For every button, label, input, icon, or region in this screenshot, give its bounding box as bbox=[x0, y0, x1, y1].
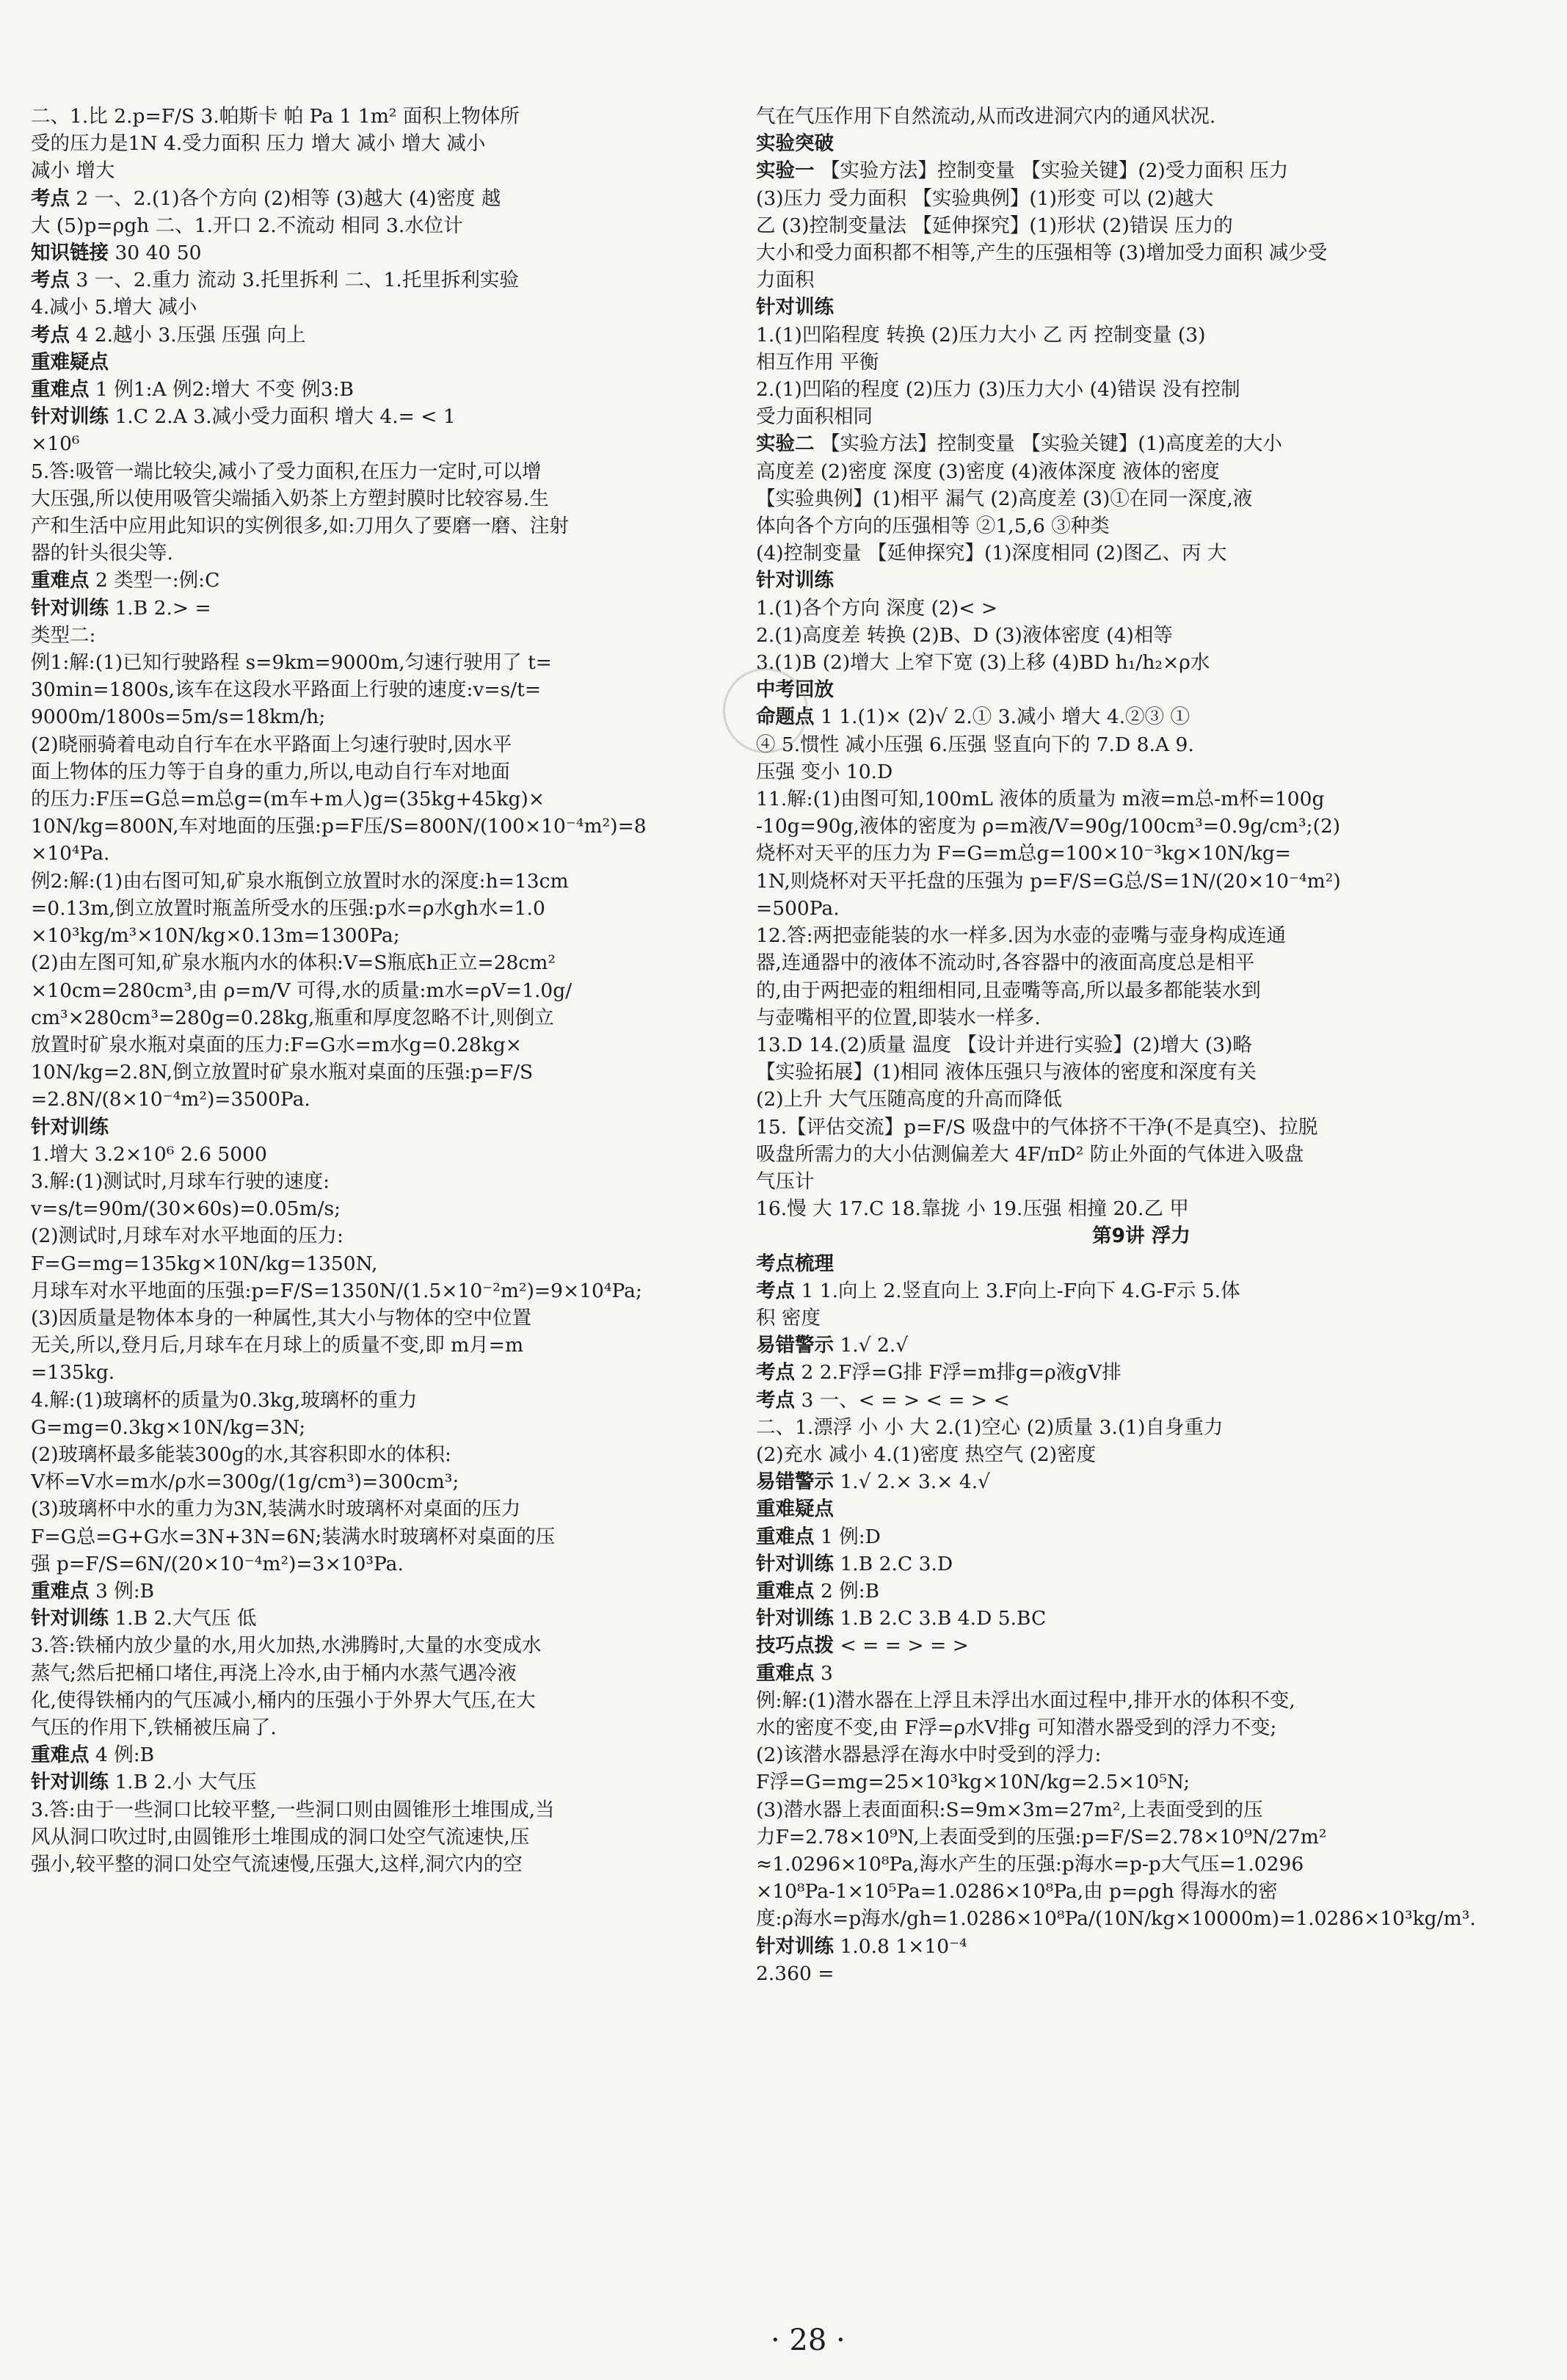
text-line bbox=[756, 1768, 1527, 1796]
line-text: 3.答:由于一些洞口比较平整,一些洞口则由圆锥形土堆围成,当 bbox=[31, 1798, 555, 1821]
line-text: 1.√ 2.√ bbox=[840, 1334, 909, 1357]
section-label: 考点 bbox=[756, 1388, 795, 1412]
text-line bbox=[756, 1441, 1527, 1468]
text-line bbox=[756, 1195, 1527, 1222]
text-line bbox=[31, 130, 757, 157]
line-text: 4.解:(1)玻璃杯的质量为0.3kg,玻璃杯的重力 bbox=[31, 1388, 418, 1412]
text-line bbox=[31, 1824, 757, 1851]
line-text: 压强 变小 10.D bbox=[756, 760, 893, 783]
text-line bbox=[31, 1741, 757, 1768]
text-line bbox=[31, 949, 757, 976]
text-line bbox=[756, 1523, 1527, 1550]
text-line bbox=[31, 1141, 757, 1168]
text-line bbox=[31, 540, 757, 567]
text-line bbox=[31, 1250, 757, 1277]
line-text: 12.答:两把壶能装的水一样多.因为水壶的壶嘴与壶身构成连通 bbox=[756, 924, 1286, 948]
text-line bbox=[756, 266, 1527, 294]
text-line bbox=[756, 813, 1527, 840]
text-line bbox=[756, 786, 1527, 813]
text-line bbox=[756, 703, 1527, 730]
line-text: 无关,所以,登月后,月球车在月球上的质量不变,即 m月=m bbox=[31, 1334, 524, 1357]
text-line bbox=[31, 649, 757, 676]
text-line bbox=[756, 1687, 1527, 1714]
text-line bbox=[756, 512, 1527, 540]
line-text: (2)由左图可知,矿泉水瓶内水的体积:V=S瓶底h正立=28cm² bbox=[31, 951, 556, 975]
section-label: 针对训练 bbox=[31, 596, 109, 620]
line-text: 11.解:(1)由图可知,100mL 液体的质量为 m液=m总-m杯=100g bbox=[756, 788, 1325, 811]
text-line bbox=[756, 1468, 1527, 1495]
line-text: 与壶嘴相平的位置,即装水一样多. bbox=[756, 1006, 1041, 1029]
line-text: (3)玻璃杯中水的重力为3N,装满水时玻璃杯对桌面的压力 bbox=[31, 1498, 521, 1521]
text-line bbox=[756, 185, 1527, 212]
line-text: (2)该潜水器悬浮在海水中时受到的浮力: bbox=[756, 1744, 1102, 1767]
text-line bbox=[31, 868, 757, 895]
line-text: 【实验方法】控制变量 【实验关键】(1)高度差的大小 bbox=[820, 432, 1282, 456]
text-line bbox=[31, 1004, 757, 1031]
text-line bbox=[756, 649, 1527, 676]
line-text: 大小和受力面积都不相等,产生的压强相等 (3)增加受力面积 减少受 bbox=[756, 242, 1328, 265]
line-text: 相互作用 平衡 bbox=[756, 350, 879, 374]
text-line bbox=[31, 622, 757, 649]
line-text: 2.360 = bbox=[756, 1962, 835, 1985]
line-text: 大压强,所以使用吸管尖端插入奶茶上方塑封膜时比较容易.生 bbox=[31, 487, 549, 510]
text-line bbox=[31, 1031, 757, 1059]
text-line bbox=[31, 1168, 757, 1195]
line-text: -10g=90g,液体的密度为 ρ=m液/V=90g/100cm³=0.9g/cm³;(2) bbox=[756, 815, 1341, 838]
text-line bbox=[31, 403, 757, 430]
section-label: 实验一 bbox=[756, 159, 815, 183]
text-line bbox=[756, 895, 1527, 922]
line-text: 4.减小 5.增大 减小 bbox=[31, 296, 197, 319]
line-text: 气在气压作用下自然流动,从而改进洞穴内的通风状况. bbox=[756, 105, 1216, 128]
text-line bbox=[756, 349, 1527, 376]
line-text: 强 p=F/S=6N/(20×10⁻⁴m²)=3×10³Pa. bbox=[31, 1552, 404, 1575]
line-text: 气压的作用下,铁桶被压扁了. bbox=[31, 1716, 277, 1739]
line-text: 16.慢 大 17.C 18.靠拢 小 19.压强 相撞 20.乙 甲 bbox=[756, 1197, 1189, 1221]
section-label: 针对训练 bbox=[756, 1607, 834, 1630]
line-text: 4 例:B bbox=[95, 1744, 155, 1767]
section-label: 重难点 bbox=[31, 569, 90, 592]
text-line bbox=[31, 1359, 757, 1386]
line-text: 吸盘所需力的大小估测偏差大 4F/πD² 防止外面的气体进入吸盘 bbox=[756, 1142, 1304, 1166]
text-line bbox=[756, 1796, 1527, 1824]
text-line bbox=[756, 1605, 1527, 1632]
text-line bbox=[756, 1141, 1527, 1168]
section-label: 技巧点拨 bbox=[756, 1634, 834, 1658]
line-text: (3)因质量是物体本身的一种属性,其大小与物体的空中位置 bbox=[31, 1306, 531, 1329]
section-label: 重难点 bbox=[31, 1579, 90, 1603]
section-label: 考点 bbox=[31, 186, 70, 210]
text-line bbox=[31, 458, 757, 485]
text-line bbox=[756, 1824, 1527, 1851]
line-text: 1 例1:A 例2:增大 不变 例3:B bbox=[95, 378, 354, 402]
text-line bbox=[756, 1004, 1527, 1031]
section-label: 命题点 bbox=[756, 705, 815, 729]
text-line bbox=[31, 922, 757, 949]
text-line bbox=[756, 1031, 1527, 1059]
line-text: F=G总=G+G水=3N+3N=6N;装满水时玻璃杯对桌面的压 bbox=[31, 1525, 556, 1548]
line-text: 乙 (3)控制变量法 【延伸探究】(1)形状 (2)错误 压力的 bbox=[756, 214, 1233, 237]
text-line bbox=[31, 1768, 757, 1796]
text-line bbox=[756, 1905, 1527, 1932]
text-line bbox=[31, 1086, 757, 1113]
text-line bbox=[756, 430, 1527, 457]
line-text: 30min=1800s,该车在这段水平路面上行驶的速度:v=s/t= bbox=[31, 678, 542, 702]
line-text: 【实验拓展】(1)相同 液体压强只与液体的密度和深度有关 bbox=[756, 1061, 1257, 1084]
text-line bbox=[756, 949, 1527, 976]
text-line bbox=[756, 595, 1527, 622]
line-text: =0.13m,倒立放置时瓶盖所受水的压强:p水=ρ水gh水=1.0 bbox=[31, 896, 545, 920]
line-text: (2)玻璃杯最多能装300g的水,其容积即水的体积: bbox=[31, 1443, 451, 1466]
text-line bbox=[31, 977, 757, 1004]
line-text: (3)压力 受力面积 【实验典例】(1)形变 可以 (2)越大 bbox=[756, 186, 1214, 210]
text-line bbox=[756, 1277, 1527, 1305]
text-line bbox=[31, 1796, 757, 1824]
text-line bbox=[31, 1059, 757, 1086]
line-text: 月球车对水平地面的压强:p=F/S=1350N/(1.5×10⁻²m²)=9×10⁴Pa; bbox=[31, 1279, 642, 1302]
text-line bbox=[756, 458, 1527, 485]
text-line bbox=[756, 1550, 1527, 1578]
text-line bbox=[756, 731, 1527, 758]
text-line bbox=[756, 758, 1527, 786]
text-line bbox=[31, 1578, 757, 1605]
line-text: 3 bbox=[820, 1661, 833, 1685]
section-label: 易错警示 bbox=[756, 1334, 834, 1357]
text-line bbox=[756, 239, 1527, 266]
section-label: 中考回放 bbox=[756, 678, 834, 702]
section-label: 实验二 bbox=[756, 432, 815, 456]
line-text: (2)上升 大气压随高度的升高而降低 bbox=[756, 1088, 1062, 1111]
line-text: 1.(1)凹陷程度 转换 (2)压力大小 乙 丙 控制变量 (3) bbox=[756, 323, 1206, 347]
text-line bbox=[31, 1332, 757, 1359]
section-label: 考点 bbox=[31, 323, 70, 347]
line-text: 10N/kg=800N,车对地面的压强:p=F压/S=800N/(100×10⁻⁴m²)=8 bbox=[31, 815, 647, 838]
line-text: 3 例:B bbox=[95, 1579, 155, 1603]
line-text: 例:解:(1)潜水器在上浮且未浮出水面过程中,排开水的体积不变, bbox=[756, 1688, 1295, 1712]
line-text: 1.增大 3.2×10⁶ 2.6 5000 bbox=[31, 1142, 267, 1166]
text-line bbox=[756, 1714, 1527, 1741]
line-text: =135kg. bbox=[31, 1361, 115, 1385]
line-text: 二、1.比 2.p=F/S 3.帕斯卡 帕 Pa 1 1m² 面积上物体所 bbox=[31, 105, 520, 128]
line-text: 15.【评估交流】p=F/S 吸盘中的气体挤不干净(不是真空)、拉脱 bbox=[756, 1115, 1318, 1139]
text-line bbox=[756, 1250, 1527, 1277]
text-line bbox=[756, 212, 1527, 239]
line-text: 力F=2.78×10⁹N,上表面受到的压强:p=F/S=2.78×10⁹N/27m² bbox=[756, 1825, 1327, 1849]
text-line bbox=[31, 512, 757, 540]
section-label: 针对训练 bbox=[756, 1552, 834, 1575]
line-text: 器的针头很尖等. bbox=[31, 542, 173, 565]
line-text: 高度差 (2)密度 深度 (3)密度 (4)液体深度 液体的密度 bbox=[756, 460, 1220, 483]
text-line bbox=[756, 840, 1527, 867]
section-label: 重难点 bbox=[31, 378, 90, 402]
section-label: 考点 bbox=[756, 1361, 795, 1385]
text-line bbox=[756, 1114, 1527, 1141]
line-text: 1.0.8 1×10⁻⁴ bbox=[840, 1934, 967, 1958]
line-text: 1N,则烧杯对天平托盘的压强为 p=F/S=G总/S=1N/(20×10⁻⁴m²) bbox=[756, 869, 1341, 893]
text-line bbox=[31, 322, 757, 349]
text-line bbox=[31, 840, 757, 867]
line-text: 2 一、2.(1)各个方向 (2)相等 (3)越大 (4)密度 越 bbox=[76, 186, 501, 210]
text-line bbox=[756, 1741, 1527, 1768]
text-line bbox=[31, 703, 757, 730]
section-label: 重难疑点 bbox=[756, 1498, 834, 1521]
text-line bbox=[31, 103, 757, 130]
text-line bbox=[756, 1632, 1527, 1659]
text-line bbox=[756, 1086, 1527, 1113]
line-text: 面上物体的压力等于自身的重力,所以,电动自行车对地面 bbox=[31, 760, 510, 783]
text-line bbox=[31, 1687, 757, 1714]
line-text: 受力面积相同 bbox=[756, 405, 873, 429]
line-text: 1.B 2.C 3.B 4.D 5.BC bbox=[840, 1607, 1047, 1630]
line-text: 30 40 50 bbox=[114, 242, 202, 265]
section-label: 实验突破 bbox=[756, 132, 834, 156]
text-line bbox=[756, 1222, 1527, 1249]
text-line bbox=[31, 239, 757, 266]
line-text: 3 一、2.重力 流动 3.托里拆利 二、1.托里拆利实验 bbox=[76, 269, 519, 292]
text-line bbox=[31, 895, 757, 922]
line-text: F=G=mg=135kg×10N/kg=1350N, bbox=[31, 1252, 378, 1275]
line-text: ×10⁴Pa. bbox=[31, 842, 110, 866]
section-label: 重难疑点 bbox=[31, 350, 109, 374]
line-text: 产和生活中应用此知识的实例很多,如:刀用久了要磨一磨、注射 bbox=[31, 515, 569, 538]
line-text: 烧杯对天平的压力为 F=G=m总g=100×10⁻³kg×10N/kg= bbox=[756, 842, 1292, 866]
line-text: 1.B 2.小 大气压 bbox=[114, 1771, 257, 1794]
line-text: 1 1.(1)× (2)√ 2.① 3.减小 增大 4.②③ ① bbox=[820, 705, 1190, 729]
line-text: ×10cm=280cm³,由 ρ=m/V 可得,水的质量:m水=ρV=1.0g/ bbox=[31, 979, 572, 1002]
line-text: 1.C 2.A 3.减小受力面积 增大 4.= < 1 bbox=[114, 405, 456, 429]
text-line bbox=[756, 1660, 1527, 1687]
text-line bbox=[756, 868, 1527, 895]
line-text: 水的密度不变,由 F浮=ρ水V排g 可知潜水器受到的浮力不变; bbox=[756, 1716, 1277, 1739]
text-line bbox=[31, 731, 757, 758]
line-text: 1.B 2.C 3.D bbox=[840, 1552, 953, 1575]
text-line bbox=[31, 1114, 757, 1141]
text-line bbox=[31, 185, 757, 212]
line-text: 类型二: bbox=[31, 623, 96, 647]
text-line bbox=[756, 622, 1527, 649]
section-label: 针对训练 bbox=[756, 296, 834, 319]
text-line bbox=[31, 157, 757, 184]
text-line bbox=[756, 322, 1527, 349]
text-line bbox=[31, 1277, 757, 1305]
text-line bbox=[31, 1550, 757, 1578]
line-text: ×10³kg/m³×10N/kg×0.13m=1300Pa; bbox=[31, 924, 400, 948]
text-line bbox=[31, 1714, 757, 1741]
text-line bbox=[31, 266, 757, 294]
text-line bbox=[756, 103, 1527, 130]
text-line bbox=[756, 403, 1527, 430]
line-text: 二、1.漂浮 小 小 大 2.(1)空心 (2)质量 3.(1)自身重力 bbox=[756, 1415, 1224, 1439]
line-text: 的,由于两把壶的粗细相同,且壶嘴等高,所以最多都能装水到 bbox=[756, 979, 1261, 1002]
text-line bbox=[31, 485, 757, 512]
text-line bbox=[31, 1605, 757, 1632]
line-text: (4)控制变量 【延伸探究】(1)深度相同 (2)图乙、丙 大 bbox=[756, 542, 1227, 565]
text-line bbox=[31, 349, 757, 376]
line-text: 【实验方法】控制变量 【实验关键】(2)受力面积 压力 bbox=[820, 159, 1289, 183]
line-text: 5.答:吸管一端比较尖,减小了受力面积,在压力一定时,可以增 bbox=[31, 460, 542, 483]
line-text: 受的压力是1N 4.受力面积 压力 增大 减小 增大 减小 bbox=[31, 132, 486, 156]
text-line bbox=[31, 1495, 757, 1523]
line-text: 器,连通器中的液体不流动时,各容器中的液面高度总是相平 bbox=[756, 951, 1255, 975]
section-label: 易错警示 bbox=[756, 1470, 834, 1494]
section-label: 重难点 bbox=[756, 1525, 815, 1548]
text-line bbox=[756, 567, 1527, 594]
line-text: 1 例:D bbox=[820, 1525, 881, 1548]
line-text: =500Pa. bbox=[756, 896, 840, 920]
text-line bbox=[31, 430, 757, 457]
line-text: 第9讲 浮力 bbox=[1092, 1225, 1190, 1248]
line-text: ×10⁶ bbox=[31, 432, 80, 456]
text-line bbox=[756, 376, 1527, 403]
line-text: 4 2.越小 3.压强 压强 向上 bbox=[76, 323, 306, 347]
right-column bbox=[756, 103, 1527, 1987]
line-text: 2 类型一:例:C bbox=[95, 569, 220, 592]
line-text: 1.√ 2.× 3.× 4.√ bbox=[840, 1470, 991, 1494]
text-line bbox=[31, 294, 757, 321]
line-text: 化,使得铁桶内的气压减小,桶内的压强小于外界大气压,在大 bbox=[31, 1688, 536, 1712]
section-label: 知识链接 bbox=[31, 242, 109, 265]
line-text: 3.答:铁桶内放少量的水,用火加热,水沸腾时,大量的水变成水 bbox=[31, 1634, 542, 1658]
line-text: 减小 增大 bbox=[31, 159, 115, 183]
section-label: 针对训练 bbox=[31, 1607, 109, 1630]
text-line bbox=[31, 212, 757, 239]
line-text: 积 密度 bbox=[756, 1306, 821, 1329]
text-line bbox=[756, 1495, 1527, 1523]
line-text: 的压力:F压=G总=m总g=(m车+m人)g=(35kg+45kg)× bbox=[31, 788, 545, 811]
line-text: 放置时矿泉水瓶对桌面的压力:F=G水=m水g=0.28kg× bbox=[31, 1033, 522, 1056]
line-text: (2)充水 减小 4.(1)密度 热空气 (2)密度 bbox=[756, 1443, 1097, 1466]
line-text: F浮=G=mg=25×10³kg×10N/kg=2.5×10⁵N; bbox=[756, 1771, 1190, 1794]
line-text: =2.8N/(8×10⁻⁴m²)=3500Pa. bbox=[31, 1088, 310, 1111]
section-label: 重难点 bbox=[756, 1579, 815, 1603]
line-text: 强小,较平整的洞口处空气流速慢,压强大,这样,洞穴内的空 bbox=[31, 1853, 523, 1876]
line-text: 例2:解:(1)由右图可知,矿泉水瓶倒立放置时水的深度:h=13cm bbox=[31, 869, 569, 893]
line-text: 体向各个方向的压强相等 ②1,5,6 ③种类 bbox=[756, 515, 1110, 538]
line-text: 例1:解:(1)已知行驶路程 s=9km=9000m,匀速行驶用了 t= bbox=[31, 651, 553, 675]
section-label: 考点 bbox=[756, 1279, 795, 1302]
section-label: 考点 bbox=[31, 269, 70, 292]
text-line bbox=[31, 376, 757, 403]
line-text: (2)测试时,月球车对水平地面的压力: bbox=[31, 1225, 343, 1248]
line-text: 2 例:B bbox=[820, 1579, 880, 1603]
line-text: 2 2.F浮=G排 F浮=m排g=ρ液gV排 bbox=[801, 1361, 1121, 1385]
text-line bbox=[756, 676, 1527, 703]
section-label: 针对训练 bbox=[31, 1771, 109, 1794]
text-line bbox=[31, 1660, 757, 1687]
line-text: 气压计 bbox=[756, 1169, 815, 1193]
text-line bbox=[756, 1578, 1527, 1605]
text-line bbox=[756, 1387, 1527, 1414]
line-text: 2.(1)高度差 转换 (2)B、D (3)液体密度 (4)相等 bbox=[756, 623, 1173, 647]
section-label: 重难点 bbox=[31, 1744, 90, 1767]
line-text: ≈1.0296×10⁸Pa,海水产生的压强:p海水=p-p大气压=1.0296 bbox=[756, 1853, 1304, 1876]
text-line bbox=[756, 157, 1527, 184]
text-line bbox=[31, 567, 757, 594]
text-line bbox=[31, 676, 757, 703]
line-text: 3.(1)B (2)增大 上窄下宽 (3)上移 (4)BD h₁/h₂×ρ水 bbox=[756, 651, 1210, 675]
section-label: 针对训练 bbox=[756, 1934, 834, 1958]
text-line bbox=[31, 786, 757, 813]
text-line bbox=[756, 1933, 1527, 1960]
text-line bbox=[31, 1222, 757, 1249]
line-text: 1.B 2.大气压 低 bbox=[114, 1607, 257, 1630]
line-text: V杯=V水=m水/ρ水=300g/(1g/cm³)=300cm³; bbox=[31, 1470, 459, 1494]
line-text: 1 1.向上 2.竖直向上 3.F向上-F向下 4.G-F示 5.体 bbox=[801, 1279, 1240, 1302]
line-text: (3)潜水器上表面面积:S=9m×3m=27m²,上表面受到的压 bbox=[756, 1798, 1263, 1821]
text-line bbox=[756, 294, 1527, 321]
line-text: 大 (5)p=ρgh 二、1.开口 2.不流动 相同 3.水位计 bbox=[31, 214, 463, 237]
text-line bbox=[756, 485, 1527, 512]
text-line bbox=[31, 595, 757, 622]
text-line bbox=[756, 540, 1527, 567]
left-column bbox=[31, 103, 757, 1878]
line-text: 3 一、< = > < = > < bbox=[801, 1388, 1010, 1412]
text-line bbox=[31, 1387, 757, 1414]
text-line bbox=[31, 1414, 757, 1441]
line-text: 风从洞口吹过时,由圆锥形土堆围成的洞口处空气流速快,压 bbox=[31, 1825, 530, 1849]
line-text: 1.B 2.> = bbox=[114, 596, 211, 620]
text-line bbox=[756, 1878, 1527, 1905]
line-text: 3.解:(1)测试时,月球车行驶的速度: bbox=[31, 1169, 330, 1193]
line-text: 蒸气;然后把桶口堵住,再浇上冷水,由于桶内水蒸气遇冷液 bbox=[31, 1661, 517, 1685]
text-line bbox=[31, 1468, 757, 1495]
text-line bbox=[756, 1414, 1527, 1441]
line-text: 力面积 bbox=[756, 269, 815, 292]
line-text: 【实验典例】(1)相平 漏气 (2)高度差 (3)①在同一深度,液 bbox=[756, 487, 1253, 510]
page-number: · 28 · bbox=[771, 2323, 846, 2357]
text-line bbox=[756, 1305, 1527, 1332]
line-text: (2)晓丽骑着电动自行车在水平路面上匀速行驶时,因水平 bbox=[31, 733, 512, 756]
section-label: 针对训练 bbox=[756, 569, 834, 592]
section-label: 针对训练 bbox=[31, 405, 109, 429]
section-label: 针对训练 bbox=[31, 1115, 109, 1139]
text-line bbox=[31, 1195, 757, 1222]
text-line bbox=[31, 813, 757, 840]
section-label: 重难点 bbox=[756, 1661, 815, 1685]
text-line bbox=[756, 1059, 1527, 1086]
text-line bbox=[756, 1851, 1527, 1878]
text-line bbox=[31, 758, 757, 786]
text-line bbox=[756, 1332, 1527, 1359]
line-text: ×10⁸Pa-1×10⁵Pa=1.0286×10⁸Pa,由 p=ρgh 得海水的密 bbox=[756, 1880, 1278, 1904]
line-text: 10N/kg=2.8N,倒立放置时矿泉水瓶对桌面的压强:p=F/S bbox=[31, 1061, 534, 1084]
text-line bbox=[756, 1960, 1527, 1987]
line-text: 13.D 14.(2)质量 温度 【设计并进行实验】(2)增大 (3)略 bbox=[756, 1033, 1252, 1056]
line-text: 9000m/1800s=5m/s=18km/h; bbox=[31, 705, 326, 729]
line-text: cm³×280cm³=280g=0.28kg,瓶重和厚度忽略不计,则倒立 bbox=[31, 1006, 554, 1029]
text-line bbox=[31, 1851, 757, 1878]
line-text: v=s/t=90m/(30×60s)=0.05m/s; bbox=[31, 1197, 341, 1221]
section-label: 考点梳理 bbox=[756, 1252, 834, 1275]
text-line bbox=[756, 1359, 1527, 1386]
text-line bbox=[31, 1523, 757, 1550]
text-line bbox=[756, 922, 1527, 949]
text-line bbox=[756, 130, 1527, 157]
text-line bbox=[756, 977, 1527, 1004]
line-text: 度:ρ海水=p海水/gh=1.0286×10⁸Pa/(10N/kg×10000m)=1.0286×10³kg/m³. bbox=[756, 1907, 1476, 1931]
text-line bbox=[31, 1441, 757, 1468]
line-text: 2.(1)凹陷的程度 (2)压力 (3)压力大小 (4)错误 没有控制 bbox=[756, 378, 1240, 402]
line-text: < = = > = > bbox=[840, 1634, 969, 1658]
text-line bbox=[756, 1168, 1527, 1195]
line-text: 1.(1)各个方向 深度 (2)< > bbox=[756, 596, 998, 620]
line-text: ④ 5.惯性 减小压强 6.压强 竖直向下的 7.D 8.A 9. bbox=[756, 733, 1194, 756]
text-line bbox=[31, 1305, 757, 1332]
line-text: G=mg=0.3kg×10N/kg=3N; bbox=[31, 1415, 306, 1439]
text-line bbox=[31, 1632, 757, 1659]
